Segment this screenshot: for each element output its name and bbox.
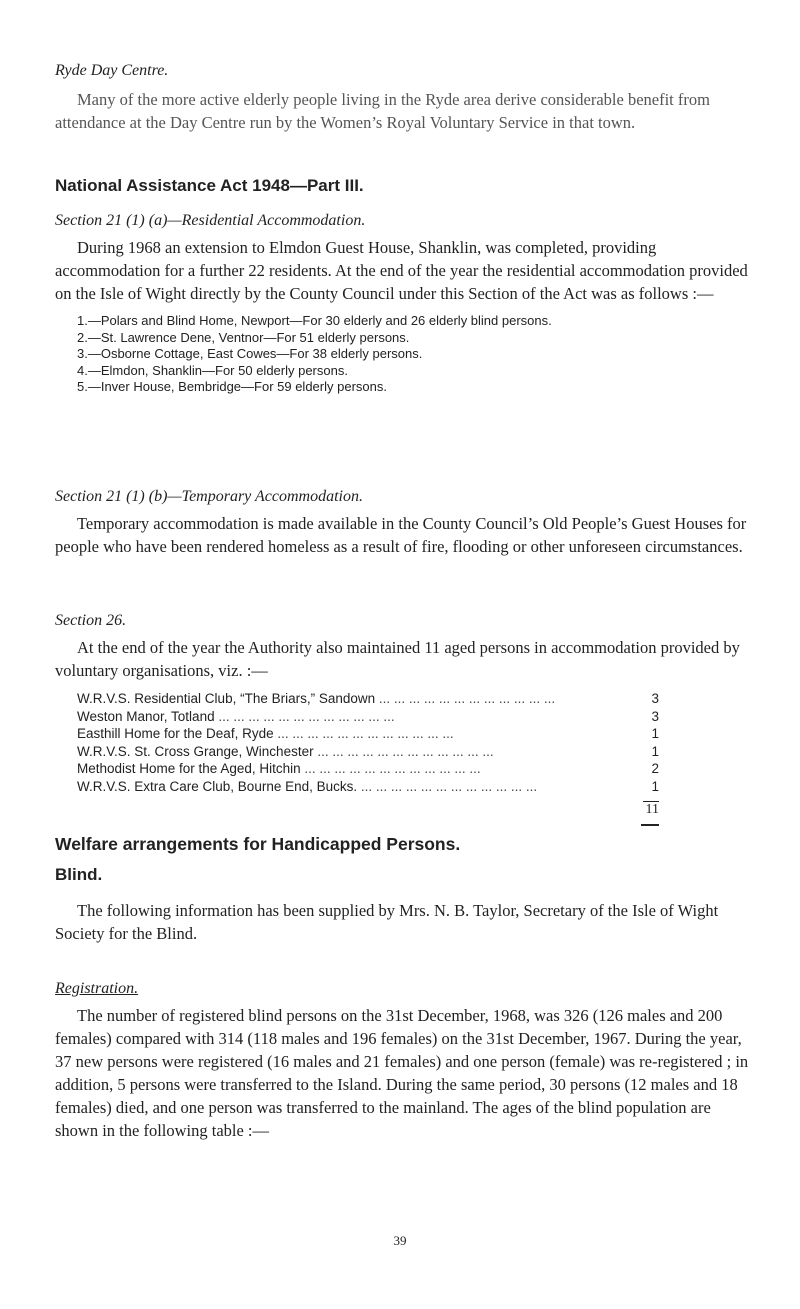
total-double-rule: [641, 824, 659, 826]
welfare-heading: Welfare arrangements for Handicapped Persons.: [55, 834, 461, 854]
residential-section: [55, 212, 755, 396]
persons-count: 3: [651, 708, 659, 724]
organisation-name: Methodist Home for the Aged, Hitchin ... .: [77, 760, 639, 778]
temporary-section: [55, 488, 755, 558]
registration-paragraph: The number of registered blind persons on the 31st December, 1968, was 326 (126 males and 200 females) compared with 314 (118 males and 196 females) on the 31st December, 1967. During the year, 37 new persons were registered (16 males and 21 females) and one person (female) was re-registered ; in addition, 5 persons were transferred to the Island. During the same period, 30 persons (12 males and 18 females) died, and one person was transferred to the mainland. The ages of the blind population are shown in the following table :—: [55, 1006, 749, 1140]
home-list-item: 4.—Elmdon, Shanklin—For 50 elderly persons.: [77, 362, 348, 378]
section-heading: [55, 488, 755, 506]
section-heading: [55, 212, 755, 230]
ryde-day-centre-section: [55, 62, 755, 134]
page-number: 39: [393, 1233, 407, 1248]
section-subtitle: Residential Accommodation.: [181, 212, 366, 229]
voluntary-row: [77, 778, 659, 796]
organisation-name: W.R.V.S. Residential Club, “The Briars,” Sandown ... .: [77, 690, 639, 708]
home-list-item: 5.—Inver House, Bembridge—For 59 elderly persons.: [77, 379, 387, 394]
organisation-name: W.R.V.S. St. Cross Grange, Winchester ... .: [77, 743, 639, 761]
temporary-paragraph: Temporary accommodation is made available in the County Council’s Old People’s Guest Houses for people who have been rendered homeless as a result of fire, flooding or other unforeseen circumstances.: [55, 514, 747, 556]
welfare-section: [55, 834, 755, 945]
organisation-name: Weston Manor, Totland ... .: [77, 708, 639, 726]
homes-list: [77, 313, 755, 396]
section-26: [55, 612, 755, 826]
national-assistance-heading: [55, 176, 755, 196]
section-ref: Section 21 (1) (b)—: [55, 488, 182, 505]
section-26-paragraph: At the end of the year the Authority also maintained 11 aged persons in accommodation provided by voluntary organisations, viz. :—: [55, 638, 740, 680]
section-heading: Section 26.: [55, 612, 127, 629]
residential-paragraph: During 1968 an extension to Elmdon Guest House, Shanklin, was completed, providing accommodation for a further 22 residents. At the end of the year the residential accommodation provided on the Isle of Wight directly by the County Council under this Section of the Act was as follows :—: [55, 238, 748, 303]
persons-count: 1: [651, 778, 659, 794]
blind-subheading: Blind.: [55, 865, 103, 884]
organisation-name: W.R.V.S. Extra Care Club, Bourne End, Bucks. ... .: [77, 778, 639, 796]
voluntary-total-block: [77, 801, 659, 826]
persons-count: 1: [651, 743, 659, 759]
persons-count: 1: [651, 726, 659, 741]
section-heading: Registration.: [55, 980, 139, 997]
section-subtitle: Temporary Accommodation.: [181, 488, 363, 505]
voluntary-total: 11: [645, 802, 659, 817]
section-title: Ryde Day Centre.: [55, 62, 169, 79]
blind-intro-paragraph: The following information has been supplied by Mrs. N. B. Taylor, Secretary of the Isle of Wight Society for the Blind.: [55, 901, 719, 943]
voluntary-row: [77, 760, 659, 778]
voluntary-row: [77, 690, 659, 708]
registration-section: [55, 980, 755, 1142]
voluntary-row: [77, 725, 659, 743]
intro-paragraph: Many of the more active elderly people living in the Ryde area derive considerable benefit from attendance at the Day Centre run by the Women’s Royal Voluntary Service in that town.: [55, 90, 710, 132]
home-list-item: 2.—St. Lawrence Dene, Ventnor—For 51 elderly persons.: [77, 329, 410, 345]
section-ref: Section 21 (1) (a)—: [55, 212, 182, 229]
act-heading: National Assistance Act 1948—Part III.: [55, 176, 364, 195]
voluntary-table: [77, 690, 659, 795]
persons-count: 2: [651, 761, 659, 776]
organisation-name: Easthill Home for the Deaf, Ryde ... .: [77, 725, 639, 743]
voluntary-row: [77, 743, 659, 761]
home-list-item: 3.—Osborne Cottage, East Cowes—For 38 elderly persons.: [77, 346, 423, 361]
home-list-item: 1.—Polars and Blind Home, Newport—For 30 elderly and 26 elderly blind persons.: [77, 313, 552, 328]
voluntary-row: [77, 708, 659, 726]
persons-count: 3: [651, 691, 659, 706]
